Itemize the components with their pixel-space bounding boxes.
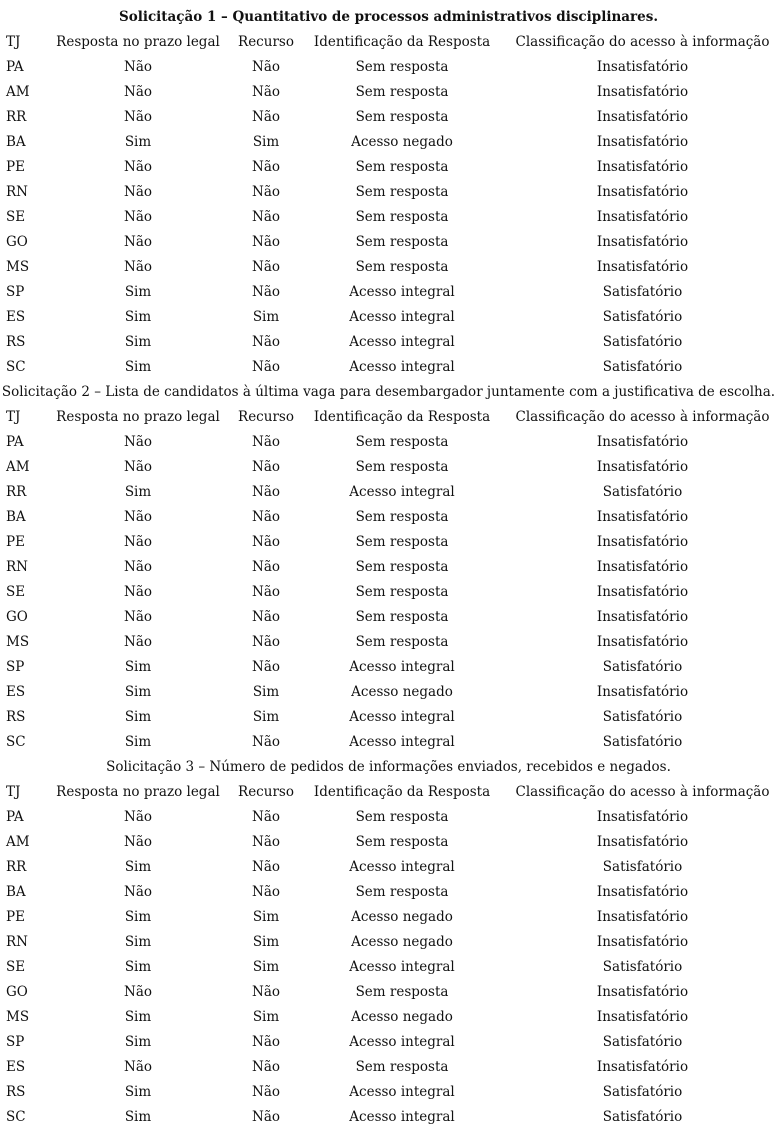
- cell-prazo: Sim: [124, 709, 152, 725]
- cell-tj: PA: [6, 59, 24, 75]
- cell-prazo: Não: [124, 584, 152, 600]
- cell-recurso: Não: [252, 1084, 280, 1100]
- cell-prazo: Não: [124, 259, 152, 275]
- table-row: [0, 930, 777, 955]
- cell-tj: PA: [6, 809, 24, 825]
- header-tj: TJ: [6, 34, 21, 50]
- cell-classificacao: Insatisfatório: [596, 259, 689, 275]
- cell-tj: RN: [6, 559, 28, 575]
- cell-tj: GO: [6, 984, 28, 1000]
- header-classificacao: Classificação do acesso à informação: [515, 784, 770, 800]
- cell-tj: PE: [6, 909, 25, 925]
- cell-identificacao: Sem resposta: [355, 584, 449, 600]
- table-row: [0, 730, 777, 755]
- cell-identificacao: Acesso integral: [349, 1034, 455, 1050]
- cell-identificacao: Sem resposta: [355, 809, 449, 825]
- cell-recurso: Não: [252, 584, 280, 600]
- table-row: [0, 355, 777, 380]
- cell-classificacao: Satisfatório: [602, 484, 683, 500]
- cell-tj: GO: [6, 609, 28, 625]
- cell-recurso: Não: [252, 184, 280, 200]
- cell-tj: SP: [6, 284, 25, 300]
- cell-tj: RN: [6, 934, 28, 950]
- table-header-row: [0, 30, 777, 55]
- table-row: [0, 855, 777, 880]
- cell-recurso: Não: [252, 1109, 280, 1125]
- table-row: [0, 955, 777, 980]
- table-row: [0, 555, 777, 580]
- table-row: [0, 255, 777, 280]
- table-row: [0, 680, 777, 705]
- cell-tj: AM: [6, 84, 30, 100]
- cell-classificacao: Satisfatório: [602, 1034, 683, 1050]
- cell-identificacao: Sem resposta: [355, 634, 449, 650]
- cell-tj: PE: [6, 159, 25, 175]
- table-row: [0, 905, 777, 930]
- cell-identificacao: Sem resposta: [355, 609, 449, 625]
- table-row: [0, 1005, 777, 1030]
- cell-prazo: Não: [124, 559, 152, 575]
- cell-classificacao: Satisfatório: [602, 309, 683, 325]
- cell-tj: ES: [6, 1059, 26, 1075]
- cell-classificacao: Insatisfatório: [596, 134, 689, 150]
- cell-classificacao: Insatisfatório: [596, 209, 689, 225]
- cell-tj: MS: [6, 259, 30, 275]
- table-row: [0, 305, 777, 330]
- cell-classificacao: Satisfatório: [602, 1109, 683, 1125]
- cell-recurso: Não: [252, 84, 280, 100]
- cell-identificacao: Acesso integral: [349, 334, 455, 350]
- table-row: [0, 530, 777, 555]
- cell-prazo: Sim: [124, 734, 152, 750]
- cell-tj: BA: [6, 134, 26, 150]
- header-recurso: Recurso: [238, 34, 294, 50]
- cell-classificacao: Insatisfatório: [596, 634, 689, 650]
- cell-recurso: Não: [252, 659, 280, 675]
- cell-identificacao: Sem resposta: [355, 834, 449, 850]
- cell-prazo: Sim: [124, 859, 152, 875]
- cell-identificacao: Acesso integral: [349, 1109, 455, 1125]
- table-row: [0, 505, 777, 530]
- table-row: [0, 805, 777, 830]
- cell-prazo: Não: [124, 809, 152, 825]
- cell-classificacao: Insatisfatório: [596, 184, 689, 200]
- cell-identificacao: Acesso negado: [351, 909, 453, 925]
- cell-tj: ES: [6, 684, 26, 700]
- table-row: [0, 430, 777, 455]
- cell-identificacao: Acesso integral: [349, 709, 455, 725]
- cell-recurso: Não: [252, 609, 280, 625]
- cell-identificacao: Sem resposta: [355, 209, 449, 225]
- cell-recurso: Não: [252, 159, 280, 175]
- cell-recurso: Sim: [252, 309, 280, 325]
- cell-recurso: Não: [252, 109, 280, 125]
- cell-recurso: Não: [252, 334, 280, 350]
- cell-recurso: Sim: [252, 909, 280, 925]
- cell-classificacao: Satisfatório: [602, 659, 683, 675]
- header-tj: TJ: [6, 409, 21, 425]
- cell-recurso: Não: [252, 284, 280, 300]
- cell-tj: SC: [6, 734, 26, 750]
- cell-recurso: Sim: [252, 1009, 280, 1025]
- cell-identificacao: Sem resposta: [355, 1059, 449, 1075]
- cell-identificacao: Acesso negado: [351, 934, 453, 950]
- section-solicitacao-3: [0, 755, 777, 1130]
- table-row: [0, 130, 777, 155]
- table-row: [0, 980, 777, 1005]
- cell-prazo: Não: [124, 434, 152, 450]
- cell-classificacao: Insatisfatório: [596, 234, 689, 250]
- cell-identificacao: Sem resposta: [355, 509, 449, 525]
- cell-classificacao: Insatisfatório: [596, 584, 689, 600]
- cell-identificacao: Sem resposta: [355, 184, 449, 200]
- cell-identificacao: Acesso integral: [349, 359, 455, 375]
- cell-prazo: Sim: [124, 934, 152, 950]
- table-row: [0, 1105, 777, 1130]
- section-solicitacao-2: [0, 380, 777, 755]
- section-solicitacao-1: [0, 5, 777, 380]
- cell-tj: RR: [6, 859, 27, 875]
- cell-recurso: Sim: [252, 684, 280, 700]
- cell-prazo: Sim: [124, 659, 152, 675]
- cell-recurso: Não: [252, 484, 280, 500]
- table-row: [0, 605, 777, 630]
- cell-recurso: Sim: [252, 709, 280, 725]
- table-row: [0, 880, 777, 905]
- table-row: [0, 705, 777, 730]
- cell-recurso: Não: [252, 359, 280, 375]
- cell-identificacao: Acesso negado: [351, 1009, 453, 1025]
- table-row: [0, 280, 777, 305]
- cell-tj: RS: [6, 334, 26, 350]
- cell-classificacao: Insatisfatório: [596, 534, 689, 550]
- cell-classificacao: Insatisfatório: [596, 934, 689, 950]
- cell-classificacao: Satisfatório: [602, 959, 683, 975]
- cell-prazo: Não: [124, 234, 152, 250]
- table-row: [0, 1055, 777, 1080]
- cell-recurso: Não: [252, 1034, 280, 1050]
- results-table: [0, 780, 777, 1130]
- cell-classificacao: Insatisfatório: [596, 684, 689, 700]
- cell-prazo: Sim: [124, 1109, 152, 1125]
- cell-recurso: Não: [252, 434, 280, 450]
- cell-identificacao: Sem resposta: [355, 984, 449, 1000]
- cell-prazo: Não: [124, 459, 152, 475]
- table-row: [0, 80, 777, 105]
- cell-classificacao: Insatisfatório: [596, 1009, 689, 1025]
- cell-recurso: Não: [252, 1059, 280, 1075]
- cell-identificacao: Sem resposta: [355, 459, 449, 475]
- header-identificacao: Identificação da Resposta: [313, 409, 491, 425]
- table-row: [0, 630, 777, 655]
- cell-classificacao: Insatisfatório: [596, 809, 689, 825]
- table-header-row: [0, 405, 777, 430]
- table-row: [0, 155, 777, 180]
- cell-recurso: Não: [252, 984, 280, 1000]
- cell-recurso: Não: [252, 809, 280, 825]
- cell-classificacao: Satisfatório: [602, 334, 683, 350]
- table-row: [0, 180, 777, 205]
- cell-identificacao: Sem resposta: [355, 534, 449, 550]
- cell-classificacao: Satisfatório: [602, 359, 683, 375]
- cell-prazo: Não: [124, 209, 152, 225]
- cell-tj: GO: [6, 234, 28, 250]
- cell-prazo: Sim: [124, 309, 152, 325]
- cell-recurso: Não: [252, 459, 280, 475]
- cell-prazo: Sim: [124, 359, 152, 375]
- cell-recurso: Não: [252, 834, 280, 850]
- cell-identificacao: Sem resposta: [355, 159, 449, 175]
- cell-classificacao: Satisfatório: [602, 734, 683, 750]
- results-table: [0, 405, 777, 755]
- table-row: [0, 1030, 777, 1055]
- cell-tj: BA: [6, 884, 26, 900]
- cell-identificacao: Acesso negado: [351, 684, 453, 700]
- cell-tj: SE: [6, 209, 26, 225]
- header-prazo: Resposta no prazo legal: [56, 409, 220, 425]
- cell-prazo: Não: [124, 59, 152, 75]
- cell-prazo: Não: [124, 884, 152, 900]
- cell-prazo: Não: [124, 109, 152, 125]
- results-table: [0, 30, 777, 380]
- cell-tj: MS: [6, 1009, 30, 1025]
- cell-classificacao: Insatisfatório: [596, 559, 689, 575]
- cell-classificacao: Insatisfatório: [596, 884, 689, 900]
- cell-tj: PE: [6, 534, 25, 550]
- cell-classificacao: Satisfatório: [602, 709, 683, 725]
- cell-prazo: Sim: [124, 1034, 152, 1050]
- cell-recurso: Não: [252, 884, 280, 900]
- cell-identificacao: Acesso integral: [349, 959, 455, 975]
- cell-identificacao: Sem resposta: [355, 434, 449, 450]
- cell-prazo: Sim: [124, 1084, 152, 1100]
- cell-classificacao: Satisfatório: [602, 1084, 683, 1100]
- cell-tj: AM: [6, 834, 30, 850]
- cell-recurso: Não: [252, 234, 280, 250]
- cell-prazo: Não: [124, 634, 152, 650]
- table-body: [0, 805, 777, 1130]
- cell-identificacao: Sem resposta: [355, 59, 449, 75]
- table-row: [0, 55, 777, 80]
- cell-prazo: Não: [124, 534, 152, 550]
- cell-identificacao: Sem resposta: [355, 259, 449, 275]
- cell-recurso: Não: [252, 734, 280, 750]
- cell-identificacao: Sem resposta: [355, 559, 449, 575]
- cell-classificacao: Insatisfatório: [596, 59, 689, 75]
- header-prazo: Resposta no prazo legal: [56, 34, 220, 50]
- cell-identificacao: Acesso integral: [349, 734, 455, 750]
- cell-classificacao: Insatisfatório: [596, 609, 689, 625]
- cell-prazo: Sim: [124, 1009, 152, 1025]
- cell-classificacao: Insatisfatório: [596, 109, 689, 125]
- cell-recurso: Não: [252, 259, 280, 275]
- cell-recurso: Sim: [252, 959, 280, 975]
- cell-recurso: Sim: [252, 134, 280, 150]
- section-title: Solicitação 3 – Número de pedidos de informações enviados, recebidos e negados.: [106, 759, 671, 775]
- cell-tj: RR: [6, 484, 27, 500]
- cell-identificacao: Acesso integral: [349, 484, 455, 500]
- cell-classificacao: Insatisfatório: [596, 459, 689, 475]
- cell-recurso: Não: [252, 59, 280, 75]
- header-recurso: Recurso: [238, 409, 294, 425]
- cell-prazo: Não: [124, 609, 152, 625]
- cell-recurso: Não: [252, 534, 280, 550]
- cell-tj: SP: [6, 659, 25, 675]
- cell-identificacao: Sem resposta: [355, 109, 449, 125]
- cell-tj: AM: [6, 459, 30, 475]
- table-row: [0, 1080, 777, 1105]
- cell-prazo: Não: [124, 509, 152, 525]
- cell-classificacao: Insatisfatório: [596, 834, 689, 850]
- table-row: [0, 205, 777, 230]
- cell-tj: SC: [6, 359, 26, 375]
- cell-tj: RS: [6, 1084, 26, 1100]
- table-row: [0, 455, 777, 480]
- cell-tj: MS: [6, 634, 30, 650]
- cell-classificacao: Satisfatório: [602, 284, 683, 300]
- cell-prazo: Sim: [124, 909, 152, 925]
- cell-identificacao: Sem resposta: [355, 84, 449, 100]
- cell-tj: SC: [6, 1109, 26, 1125]
- cell-tj: RR: [6, 109, 27, 125]
- cell-classificacao: Insatisfatório: [596, 434, 689, 450]
- cell-classificacao: Insatisfatório: [596, 1059, 689, 1075]
- cell-identificacao: Sem resposta: [355, 234, 449, 250]
- cell-tj: SE: [6, 584, 26, 600]
- section-title: Solicitação 1 – Quantitativo de processos administrativos disciplinares.: [118, 9, 659, 25]
- cell-recurso: Não: [252, 859, 280, 875]
- cell-classificacao: Insatisfatório: [596, 909, 689, 925]
- header-tj: TJ: [6, 784, 21, 800]
- cell-prazo: Sim: [124, 959, 152, 975]
- cell-identificacao: Acesso integral: [349, 1084, 455, 1100]
- table-body: [0, 430, 777, 755]
- header-identificacao: Identificação da Resposta: [313, 34, 491, 50]
- table-row: [0, 480, 777, 505]
- cell-prazo: Não: [124, 1059, 152, 1075]
- cell-prazo: Sim: [124, 484, 152, 500]
- cell-recurso: Não: [252, 634, 280, 650]
- cell-recurso: Sim: [252, 934, 280, 950]
- header-classificacao: Classificação do acesso à informação: [515, 409, 770, 425]
- cell-classificacao: Insatisfatório: [596, 984, 689, 1000]
- header-recurso: Recurso: [238, 784, 294, 800]
- cell-tj: SE: [6, 959, 26, 975]
- cell-prazo: Sim: [124, 284, 152, 300]
- cell-prazo: Sim: [124, 334, 152, 350]
- cell-prazo: Sim: [124, 684, 152, 700]
- cell-identificacao: Acesso negado: [351, 134, 453, 150]
- cell-prazo: Sim: [124, 134, 152, 150]
- table-row: [0, 830, 777, 855]
- cell-identificacao: Acesso integral: [349, 284, 455, 300]
- table-row: [0, 330, 777, 355]
- cell-prazo: Não: [124, 84, 152, 100]
- cell-prazo: Não: [124, 834, 152, 850]
- cell-identificacao: Acesso integral: [349, 859, 455, 875]
- table-body: [0, 55, 777, 380]
- header-classificacao: Classificação do acesso à informação: [515, 34, 770, 50]
- cell-tj: RN: [6, 184, 28, 200]
- cell-identificacao: Acesso integral: [349, 309, 455, 325]
- cell-prazo: Não: [124, 184, 152, 200]
- cell-prazo: Não: [124, 984, 152, 1000]
- cell-recurso: Não: [252, 559, 280, 575]
- cell-tj: ES: [6, 309, 26, 325]
- cell-prazo: Não: [124, 159, 152, 175]
- cell-classificacao: Insatisfatório: [596, 159, 689, 175]
- cell-identificacao: Sem resposta: [355, 884, 449, 900]
- cell-recurso: Não: [252, 209, 280, 225]
- cell-tj: PA: [6, 434, 24, 450]
- cell-recurso: Não: [252, 509, 280, 525]
- cell-classificacao: Insatisfatório: [596, 84, 689, 100]
- table-row: [0, 105, 777, 130]
- table-row: [0, 655, 777, 680]
- cell-tj: BA: [6, 509, 26, 525]
- cell-tj: SP: [6, 1034, 25, 1050]
- section-title: Solicitação 2 – Lista de candidatos à última vaga para desembargador juntamente com a justificativa de escolha.: [1, 384, 776, 400]
- cell-identificacao: Acesso integral: [349, 659, 455, 675]
- table-header-row: [0, 780, 777, 805]
- cell-tj: RS: [6, 709, 26, 725]
- cell-classificacao: Insatisfatório: [596, 509, 689, 525]
- table-row: [0, 230, 777, 255]
- cell-classificacao: Satisfatório: [602, 859, 683, 875]
- header-identificacao: Identificação da Resposta: [313, 784, 491, 800]
- header-prazo: Resposta no prazo legal: [56, 784, 220, 800]
- table-row: [0, 580, 777, 605]
